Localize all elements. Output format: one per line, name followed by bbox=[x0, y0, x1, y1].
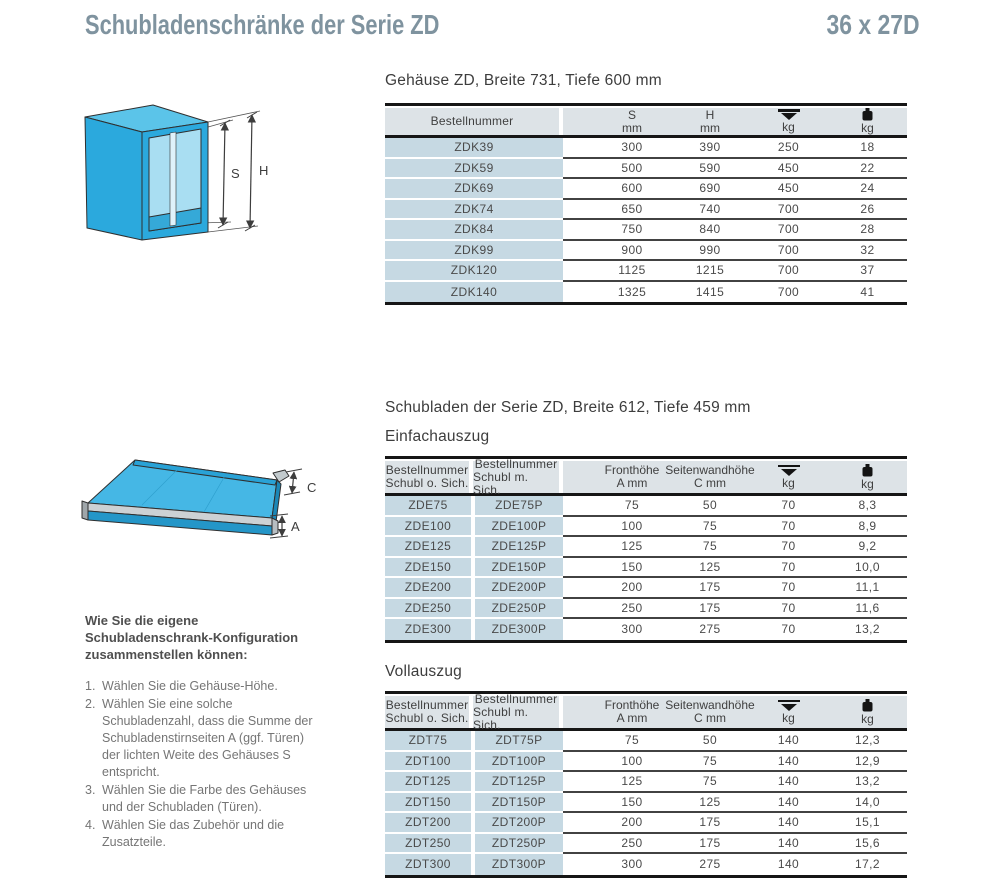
cell-load-kg: 70 bbox=[781, 498, 796, 513]
cell-bestellnummer-ohne-sicherung: ZDE75 bbox=[385, 496, 471, 517]
cell-h-mm: 840 bbox=[699, 222, 721, 237]
cell-bestellnummer-ohne-sicherung: ZDT300 bbox=[385, 854, 471, 875]
cell-bestellnummer-mit-sicherung: ZDT300P bbox=[475, 854, 563, 875]
cell-load-kg: 140 bbox=[777, 753, 800, 768]
cell-seitenwandhoehe: 75 bbox=[702, 753, 718, 768]
cell-bestellnummer-mit-sicherung: ZDE100P bbox=[475, 517, 563, 538]
cell-bestellnummer-ohne-sicherung: ZDT250 bbox=[385, 834, 471, 855]
cell-seitenwandhoehe: 275 bbox=[699, 622, 721, 637]
cell-bestellnummer-ohne-sicherung: ZDE150 bbox=[385, 558, 471, 579]
drawer-illustration bbox=[76, 444, 366, 548]
cell-bestellnummer: ZDK39 bbox=[385, 138, 563, 159]
cell-bestellnummer-ohne-sicherung: ZDT150 bbox=[385, 793, 471, 814]
cell-s-mm: 1125 bbox=[618, 263, 646, 278]
cell-fronthoehe: 250 bbox=[621, 600, 643, 615]
cell-fronthoehe: 75 bbox=[624, 733, 640, 748]
column-header-bestellnummer-ohne-sicherung: Bestellnummer Schubl o. Sich. bbox=[385, 698, 469, 725]
cell-load-kg: 140 bbox=[777, 794, 800, 809]
cell-fronthoehe: 200 bbox=[621, 580, 643, 595]
column-header-seitenwandhoehe: Seitenwandhöhe C mm bbox=[665, 698, 755, 725]
step-text: Wählen Sie die Farbe des Gehäuses und der Schubladen (Türen). bbox=[102, 783, 307, 814]
cell-load-kg: 700 bbox=[777, 222, 800, 237]
cell-load-kg: 700 bbox=[777, 263, 800, 278]
cell-weight-kg: 10,0 bbox=[855, 559, 880, 574]
dimension-line-h bbox=[250, 115, 252, 228]
cabinet-s-dimension-label: S bbox=[231, 166, 240, 181]
table-row bbox=[385, 282, 907, 303]
cell-weight-kg: 24 bbox=[860, 181, 875, 196]
cell-bestellnummer: ZDK140 bbox=[385, 282, 563, 303]
table-row bbox=[385, 200, 907, 221]
gehaeuse-table-body bbox=[385, 138, 907, 302]
cabinet-illustration bbox=[80, 95, 280, 253]
column-header-bestellnummer-ohne-sicherung: Bestellnummer Schubl o. Sich. bbox=[385, 463, 469, 490]
cell-bestellnummer-ohne-sicherung: ZDT100 bbox=[385, 752, 471, 773]
cell-bestellnummer-mit-sicherung: ZDE250P bbox=[475, 599, 563, 620]
cell-load-kg: 70 bbox=[781, 559, 796, 574]
dimension-line-c bbox=[292, 472, 294, 493]
cell-s-mm: 500 bbox=[621, 160, 643, 175]
cell-fronthoehe: 150 bbox=[621, 559, 643, 574]
cell-bestellnummer: ZDK84 bbox=[385, 220, 563, 241]
cell-weight-kg: 12,3 bbox=[855, 733, 880, 748]
gehaeuse-table-header bbox=[385, 108, 907, 138]
cell-fronthoehe: 300 bbox=[621, 622, 643, 637]
column-header-h-mm: H mm bbox=[700, 107, 720, 135]
step-text: Wählen Sie eine solche Schubladenzahl, dass die Summe der Schubladenstirnseiten A (ggf. Türen) der lichten Weite des Gehäuses S entspricht. bbox=[102, 697, 313, 779]
einfachauszug-table-header bbox=[385, 456, 907, 497]
cell-fronthoehe: 300 bbox=[621, 857, 643, 872]
column-header-seitenwandhoehe: Seitenwandhöhe C mm bbox=[665, 463, 755, 490]
cell-bestellnummer-ohne-sicherung: ZDT75 bbox=[385, 731, 471, 752]
cell-bestellnummer-ohne-sicherung: ZDT125 bbox=[385, 772, 471, 793]
cell-weight-kg: 13,2 bbox=[855, 622, 880, 637]
step-number: 2. bbox=[85, 697, 96, 711]
cell-bestellnummer-ohne-sicherung: ZDE200 bbox=[385, 578, 471, 599]
column-header-load-capacity-kg: kg bbox=[749, 696, 828, 728]
configuration-step bbox=[85, 696, 325, 781]
table-row bbox=[385, 619, 907, 640]
cell-h-mm: 1215 bbox=[695, 263, 725, 278]
weight-icon bbox=[862, 108, 873, 121]
cell-bestellnummer-mit-sicherung: ZDE125P bbox=[475, 537, 563, 558]
cell-bestellnummer-mit-sicherung: ZDT100P bbox=[475, 752, 563, 773]
column-header-fronthoehe: Fronthöhe A mm bbox=[604, 463, 660, 490]
cell-bestellnummer-mit-sicherung: ZDT250P bbox=[475, 834, 563, 855]
step-number: 1. bbox=[85, 679, 96, 693]
vollauszug-table-body bbox=[385, 731, 907, 875]
step-number: 4. bbox=[85, 818, 96, 832]
cell-h-mm: 1415 bbox=[695, 284, 725, 299]
step-number: 3. bbox=[85, 783, 96, 797]
configuration-guide bbox=[85, 612, 325, 852]
cell-fronthoehe: 250 bbox=[621, 835, 643, 850]
configuration-step bbox=[85, 678, 325, 695]
einfachauszug-table-body bbox=[385, 496, 907, 640]
cell-weight-kg: 8,9 bbox=[858, 518, 877, 533]
table-row bbox=[385, 752, 907, 773]
cell-weight-kg: 32 bbox=[860, 242, 875, 257]
cell-load-kg: 70 bbox=[781, 600, 796, 615]
cell-weight-kg: 15,6 bbox=[855, 835, 880, 850]
cell-seitenwandhoehe: 125 bbox=[699, 559, 721, 574]
cell-bestellnummer-mit-sicherung: ZDE300P bbox=[475, 619, 563, 640]
drawer-front-right-cap bbox=[272, 518, 278, 535]
configuration-steps bbox=[85, 678, 325, 851]
cell-h-mm: 590 bbox=[699, 160, 721, 175]
cell-s-mm: 750 bbox=[621, 222, 643, 237]
cell-fronthoehe: 200 bbox=[621, 815, 643, 830]
configuration-step bbox=[85, 782, 325, 816]
cell-bestellnummer-mit-sicherung: ZDT125P bbox=[475, 772, 563, 793]
cell-bestellnummer-ohne-sicherung: ZDE100 bbox=[385, 517, 471, 538]
cell-fronthoehe: 100 bbox=[621, 518, 643, 533]
cell-weight-kg: 41 bbox=[860, 284, 875, 299]
table-row bbox=[385, 599, 907, 620]
cabinet-side-panel bbox=[85, 117, 142, 240]
cell-bestellnummer-ohne-sicherung: ZDT200 bbox=[385, 813, 471, 834]
cell-s-mm: 1325 bbox=[617, 284, 647, 299]
cell-weight-kg: 37 bbox=[860, 263, 875, 278]
cell-weight-kg: 17,2 bbox=[855, 857, 880, 872]
table-row bbox=[385, 793, 907, 814]
column-header-weight-kg: kg bbox=[828, 461, 907, 493]
cell-seitenwandhoehe: 275 bbox=[699, 857, 721, 872]
table-row bbox=[385, 138, 907, 159]
page-title: Schubladenschränke der Serie ZD bbox=[85, 9, 440, 40]
cell-load-kg: 140 bbox=[777, 835, 800, 850]
cell-bestellnummer: ZDK59 bbox=[385, 159, 563, 180]
cell-fronthoehe: 100 bbox=[621, 753, 643, 768]
table-row bbox=[385, 578, 907, 599]
cell-load-kg: 70 bbox=[781, 580, 796, 595]
table-vollauszug bbox=[385, 691, 907, 878]
cell-weight-kg: 14,0 bbox=[855, 794, 880, 809]
step-text: Wählen Sie das Zubehör und die Zusatzteile. bbox=[102, 818, 285, 849]
cell-load-kg: 140 bbox=[777, 733, 800, 748]
cell-seitenwandhoehe: 50 bbox=[702, 733, 718, 748]
cell-bestellnummer-ohne-sicherung: ZDE250 bbox=[385, 599, 471, 620]
table-einfachauszug bbox=[385, 456, 907, 643]
drawer-a-dimension-label: A bbox=[291, 519, 300, 534]
cell-weight-kg: 11,6 bbox=[855, 600, 880, 615]
cell-bestellnummer-mit-sicherung: ZDE150P bbox=[475, 558, 563, 579]
cell-bestellnummer: ZDK69 bbox=[385, 179, 563, 200]
column-header-bestellnummer-mit-sicherung: Bestellnummer Schubl m. Sich. bbox=[473, 691, 558, 732]
cell-seitenwandhoehe: 50 bbox=[702, 498, 718, 513]
table-row bbox=[385, 731, 907, 752]
table-row bbox=[385, 261, 907, 282]
cabinet-h-dimension-label: H bbox=[259, 163, 269, 178]
einfachauszug-subtitle: Einfachauszug bbox=[385, 428, 490, 445]
dimension-line-s bbox=[223, 123, 225, 225]
cell-seitenwandhoehe: 75 bbox=[702, 774, 718, 789]
configuration-guide-heading: Wie Sie die eigene Schubladenschrank-Konfiguration zusammenstellen können: bbox=[85, 613, 299, 662]
cell-load-kg: 700 bbox=[777, 242, 800, 257]
column-header-load-capacity-kg: kg bbox=[749, 461, 828, 493]
table-row bbox=[385, 179, 907, 200]
cell-load-kg: 70 bbox=[781, 539, 796, 554]
weight-icon bbox=[862, 699, 873, 712]
cabinet-divider-rail bbox=[170, 132, 176, 226]
table-row bbox=[385, 496, 907, 517]
column-header-load-capacity-kg: kg bbox=[749, 108, 828, 135]
cell-h-mm: 740 bbox=[699, 201, 721, 216]
cell-seitenwandhoehe: 175 bbox=[699, 815, 721, 830]
column-header-bestellnummer: Bestellnummer bbox=[430, 114, 514, 128]
load-capacity-icon bbox=[778, 700, 800, 711]
cell-load-kg: 450 bbox=[777, 181, 800, 196]
cell-weight-kg: 22 bbox=[860, 160, 875, 175]
cell-fronthoehe: 125 bbox=[621, 539, 643, 554]
table-row bbox=[385, 517, 907, 538]
drawer-front-left-cap bbox=[82, 501, 88, 520]
cell-weight-kg: 8,3 bbox=[858, 498, 877, 513]
cell-weight-kg: 13,2 bbox=[855, 774, 880, 789]
cell-load-kg: 140 bbox=[777, 857, 800, 872]
cell-weight-kg: 26 bbox=[860, 201, 875, 216]
cell-fronthoehe: 75 bbox=[624, 498, 640, 513]
table-row bbox=[385, 834, 907, 855]
cell-bestellnummer-mit-sicherung: ZDE200P bbox=[475, 578, 563, 599]
column-header-fronthoehe: Fronthöhe A mm bbox=[604, 698, 660, 725]
cell-s-mm: 650 bbox=[621, 201, 643, 216]
cell-seitenwandhoehe: 175 bbox=[699, 835, 721, 850]
cell-weight-kg: 18 bbox=[860, 140, 875, 155]
cell-bestellnummer-mit-sicherung: ZDT150P bbox=[475, 793, 563, 814]
cell-seitenwandhoehe: 175 bbox=[699, 580, 721, 595]
cell-bestellnummer-mit-sicherung: ZDT75P bbox=[475, 731, 563, 752]
table-row bbox=[385, 241, 907, 262]
cell-h-mm: 690 bbox=[699, 181, 721, 196]
gehaeuse-table-title: Gehäuse ZD, Breite 731, Tiefe 600 mm bbox=[385, 72, 662, 89]
step-text: Wählen Sie die Gehäuse-Höhe. bbox=[102, 679, 278, 693]
cell-bestellnummer: ZDK120 bbox=[385, 261, 563, 282]
cell-load-kg: 70 bbox=[781, 518, 796, 533]
cell-h-mm: 390 bbox=[699, 140, 721, 155]
column-header-bestellnummer-mit-sicherung: Bestellnummer Schubl m. Sich. bbox=[473, 456, 558, 497]
cell-s-mm: 300 bbox=[621, 140, 643, 155]
configuration-step bbox=[85, 817, 325, 851]
cell-bestellnummer: ZDK99 bbox=[385, 241, 563, 262]
column-header-weight-kg: kg bbox=[828, 696, 907, 728]
cell-seitenwandhoehe: 175 bbox=[699, 600, 721, 615]
table-row bbox=[385, 537, 907, 558]
weight-icon bbox=[862, 464, 873, 477]
cell-s-mm: 900 bbox=[621, 242, 643, 257]
table-row bbox=[385, 813, 907, 834]
cell-load-kg: 450 bbox=[777, 160, 800, 175]
table-row bbox=[385, 159, 907, 180]
cell-weight-kg: 9,2 bbox=[858, 539, 877, 554]
column-header-weight-kg: kg bbox=[828, 108, 907, 135]
cell-load-kg: 250 bbox=[777, 140, 800, 155]
cell-fronthoehe: 125 bbox=[621, 774, 643, 789]
cell-seitenwandhoehe: 75 bbox=[702, 518, 718, 533]
cell-load-kg: 70 bbox=[781, 622, 796, 637]
cell-weight-kg: 12,9 bbox=[855, 753, 880, 768]
cell-weight-kg: 28 bbox=[860, 222, 875, 237]
cell-bestellnummer-mit-sicherung: ZDT200P bbox=[475, 813, 563, 834]
page-format-code: 36 x 27D bbox=[826, 9, 920, 40]
cell-fronthoehe: 150 bbox=[621, 794, 643, 809]
cell-bestellnummer: ZDK74 bbox=[385, 200, 563, 221]
cell-weight-kg: 11,1 bbox=[855, 580, 880, 595]
load-capacity-icon bbox=[778, 109, 800, 120]
load-capacity-icon bbox=[778, 465, 800, 476]
table-row bbox=[385, 854, 907, 875]
cell-h-mm: 990 bbox=[699, 242, 721, 257]
schubladen-section-title: Schubladen der Serie ZD, Breite 612, Tiefe 459 mm bbox=[385, 399, 751, 416]
cell-s-mm: 600 bbox=[621, 181, 643, 196]
vollauszug-table-header bbox=[385, 691, 907, 732]
table-row bbox=[385, 558, 907, 579]
table-row bbox=[385, 220, 907, 241]
vollauszug-subtitle: Vollauszug bbox=[385, 663, 462, 680]
cell-load-kg: 700 bbox=[777, 201, 800, 216]
drawer-c-dimension-label: C bbox=[307, 480, 317, 495]
cell-bestellnummer-ohne-sicherung: ZDE300 bbox=[385, 619, 471, 640]
cell-seitenwandhoehe: 125 bbox=[699, 794, 721, 809]
cell-weight-kg: 15,1 bbox=[855, 815, 880, 830]
cell-seitenwandhoehe: 75 bbox=[702, 539, 718, 554]
cell-bestellnummer-ohne-sicherung: ZDE125 bbox=[385, 537, 471, 558]
table-row bbox=[385, 772, 907, 793]
column-header-s-mm: S mm bbox=[622, 107, 642, 135]
cell-bestellnummer-mit-sicherung: ZDE75P bbox=[475, 496, 563, 517]
table-gehaeuse bbox=[385, 103, 907, 305]
cell-load-kg: 140 bbox=[777, 815, 800, 830]
cell-load-kg: 700 bbox=[777, 284, 800, 299]
cell-load-kg: 140 bbox=[777, 774, 800, 789]
